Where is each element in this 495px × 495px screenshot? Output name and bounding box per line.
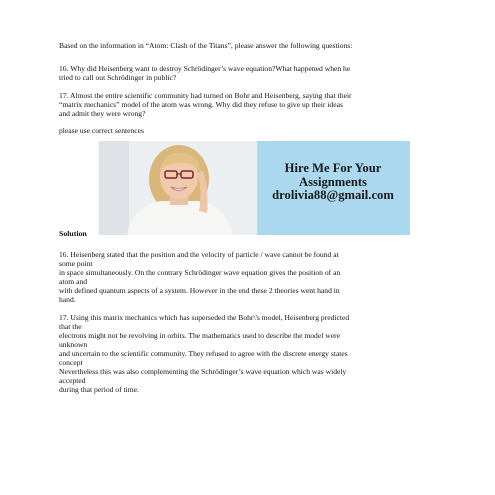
answer-16-line-3: in space simultaneously. On the contrary Schrödinger wave equation gives the position of an xyxy=(59,268,341,277)
woman-photo-illustration xyxy=(99,141,257,235)
answer-17-line-1: 17. Using this matrix mechanics which has superseded the Bohr\'s model, Heisenberg predicted xyxy=(59,313,350,322)
question-16-line-2: tried to call out Schrödinger in public? xyxy=(59,73,177,82)
answer-16-line-5: with defined quantum aspects of a system. However in the end these 2 theories went hand in xyxy=(59,286,340,295)
answer-17-line-9: during that period of time. xyxy=(59,385,139,394)
answer-16-line-1: 16. Heisenberg stated that the position and the velocity of particle / wave cannot be found at xyxy=(59,250,339,259)
question-17-line-1: 17. Almost the entire scientific community had turned on Bohr and Heisenberg, saying that their xyxy=(59,91,352,100)
question-17-line-3: and admit they were wrong? xyxy=(59,109,146,118)
instruction-note: please use correct sentences xyxy=(59,126,144,135)
hire-me-text xyxy=(259,162,407,203)
intro-text: Based on the information in “Atom: Clash of the Titans”, please answer the following questions: xyxy=(59,41,353,50)
answer-16-line-4: atom and xyxy=(59,277,88,286)
contact-email[interactable]: drolivia88@gmail.com xyxy=(272,188,394,203)
solution-heading: Solution xyxy=(59,229,87,238)
question-17-line-2: “matrix mechanics” model of the atom was wrong. Why did they refuse to give up their ideas xyxy=(59,100,343,109)
answer-17-line-5: and uncertain to the scientific community. They refused to agree with the discrete energy states xyxy=(59,349,348,358)
advertisement-banner[interactable] xyxy=(99,141,410,235)
answer-17-line-6: concept xyxy=(59,358,83,367)
answer-17-line-4: unknown xyxy=(59,340,88,349)
hire-me-line-1: Hire Me For Your xyxy=(284,161,382,175)
answer-16-line-6: hand. xyxy=(59,295,76,304)
question-16-line-1: 16. Why did Heisenberg want to destroy Schrödinger’s wave equation?What happened when he xyxy=(59,64,351,73)
answer-17-line-2: that the xyxy=(59,322,82,331)
answer-17-line-8: accepted xyxy=(59,376,86,385)
answer-16-line-2: some point xyxy=(59,259,93,268)
answer-17-line-3: electrons might not be revolving in orbits. The mathematics used to describe the model were xyxy=(59,331,340,340)
answer-17-line-7: Nevertheless this was also complementing the Schrödinger’s wave equation which was widely xyxy=(59,367,347,376)
hire-me-line-2: Assignments xyxy=(299,174,367,189)
woman-photo xyxy=(99,141,257,235)
